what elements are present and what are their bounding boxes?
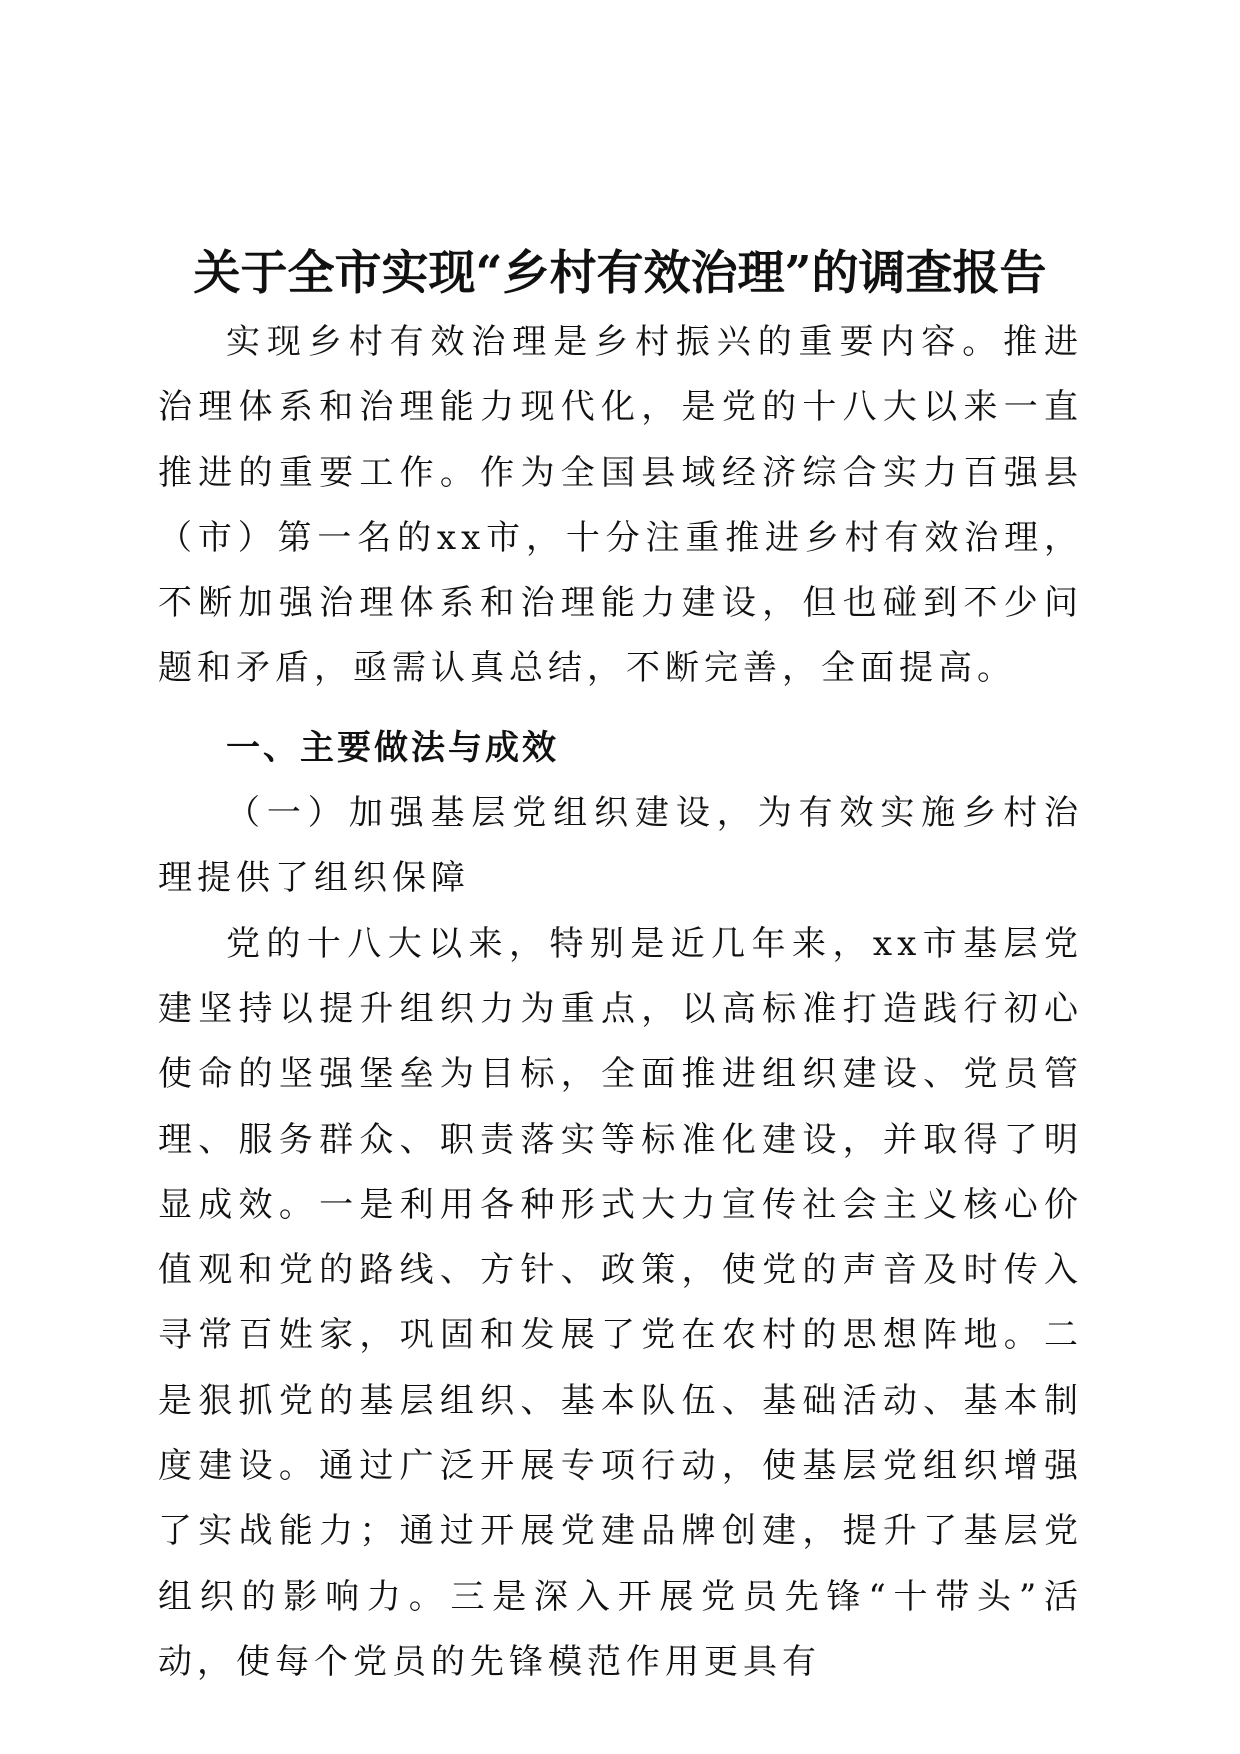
subsection-paragraph: 党的十八大以来，特别是近几年来，xx市基层党建坚持以提升组织力为重点，以高标准打造践行初心使命的坚强堡垒为目标，全面推进组织建设、党员管理、服务群众、职责落实等标准化建设，并取得了明显成效。一是利用各种形式大力宣传社会主义核心价值观和党的路线、方针、政策，使党的声音及时传入寻常百姓家，巩固和发展了党在农村的思想阵地。二是狠抓党的基层组织、基本队伍、基础活动、基本制度建设。通过广泛开展专项行动，使基层党组织增强了实战能力；通过开展党建品牌创建，提升了基层党组织的影响力。三是深入开展党员先锋“十带头”活动，使每个党员的先锋模范作用更具有 — [158, 923, 1083, 1682]
subsection-heading: （一）加强基层党组织建设，为有效实施乡村治理提供了组织保障 — [158, 793, 1083, 899]
document-body — [158, 310, 1083, 1695]
intro-paragraph: 实现乡村有效治理是乡村振兴的重要内容。推进治理体系和治理能力现代化，是党的十八大以来一直推进的重要工作。作为全国县域经济综合实力百强县（市）第一名的xx市，十分注重推进乡村有效治理，不断加强治理体系和治理能力建设，但也碰到不少问题和矛盾，亟需认真总结，不断完善，全面提高。 — [158, 322, 1083, 689]
document-title: 关于全市实现“乡村有效治理”的调查报告 — [193, 246, 1047, 301]
section-heading: 一、主要做法与成效 — [226, 727, 559, 768]
